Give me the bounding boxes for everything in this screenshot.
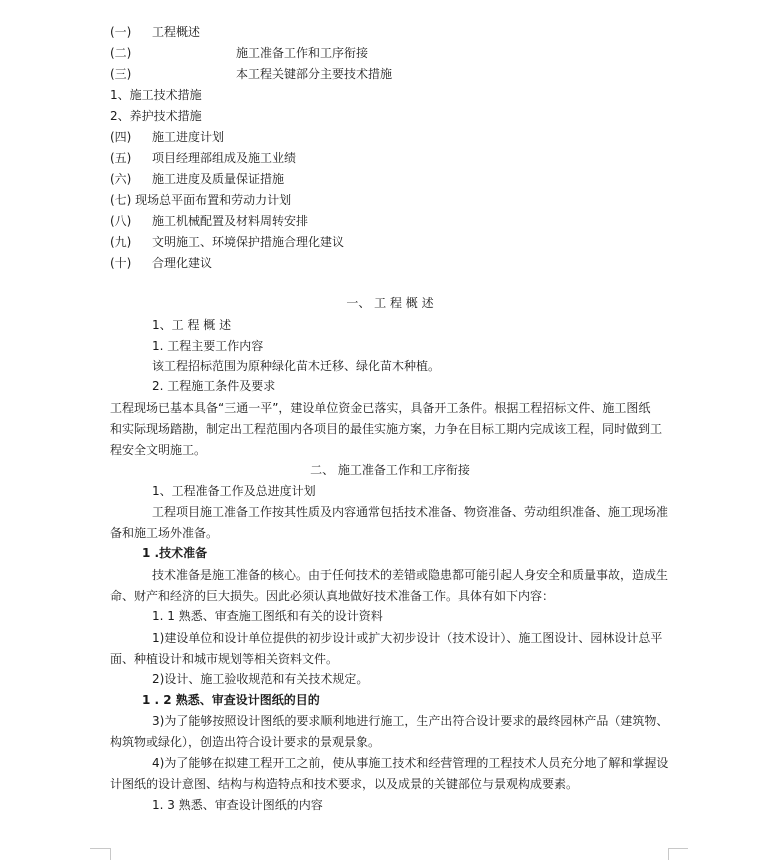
toc-title: 本工程关键部分主要技术措施	[236, 67, 393, 81]
toc-item[interactable]	[110, 22, 200, 42]
toc-number: (十)	[110, 256, 132, 270]
corner-mark	[668, 848, 669, 860]
toc-title: 项目经理部组成及施工业绩	[152, 151, 297, 165]
paragraph: 该工程招标范围为原种绿化苗木迁移、绿化苗木种植。	[152, 359, 441, 373]
item-heading: 1. 工程主要工作内容	[152, 339, 264, 353]
toc-title: (七) 现场总平面布置和劳动力计划	[110, 193, 292, 207]
paragraph-line: 和实际现场踏勘，制定出工程范围内各项目的最佳实施方案，力争在目标工期内完成该工程，同时做到工	[110, 422, 663, 436]
toc-number: (三)	[110, 67, 132, 81]
toc-item[interactable]	[110, 190, 291, 210]
item-heading: 1 .技术准备	[142, 546, 208, 560]
toc-number: (五)	[110, 151, 132, 165]
toc-title: 施工机械配置及材料周转安排	[152, 214, 309, 228]
toc-title: 2、养护技术措施	[110, 109, 202, 123]
item-heading: 2. 工程施工条件及要求	[152, 379, 276, 393]
toc-item[interactable]	[110, 169, 284, 189]
toc-number: (八)	[110, 214, 132, 228]
paragraph-line: 4)为了能够在拟建工程开工之前，使从事施工技术和经营管理的工程技术人员充分地了解和掌握设	[152, 756, 669, 770]
item-heading: 1. 1 熟悉、审查施工图纸和有关的设计资料	[152, 609, 383, 623]
toc-item[interactable]	[110, 211, 308, 231]
toc-number: (二)	[110, 46, 132, 60]
toc-title: 工程概述	[152, 25, 201, 39]
subsection-heading: 1、工程准备工作及总进度计划	[152, 484, 316, 498]
paragraph-line: 命、财产和经济的巨大损失。因此必须认真地做好技术准备工作。具体有如下内容：	[110, 589, 555, 603]
section-heading: 一、 工 程 概 述	[346, 296, 434, 310]
toc-title: 施工进度计划	[152, 130, 225, 144]
paragraph-line: 技术准备是施工准备的核心。由于任何技术的差错或隐患都可能引起人身安全和质量事故，造成生	[152, 568, 669, 582]
toc-item[interactable]	[110, 253, 212, 273]
toc-item[interactable]	[110, 232, 344, 252]
corner-mark	[90, 848, 110, 849]
toc-title: 1、施工技术措施	[110, 88, 202, 102]
paragraph-line: 1)建设单位和设计单位提供的初步设计或扩大初步设计（技术设计）、施工图设计、园林设计总平	[152, 631, 663, 645]
item-heading: 1. 3 熟悉、审查设计图纸的内容	[152, 798, 323, 812]
toc-item[interactable]	[110, 127, 224, 147]
paragraph-line: 备和施工场外准备。	[110, 526, 219, 540]
toc-number: (一)	[110, 25, 132, 39]
corner-mark	[668, 848, 688, 849]
section-heading: 二、 施工准备工作和工序衔接	[310, 463, 470, 477]
paragraph-line: 程安全文明施工。	[110, 443, 207, 457]
paragraph-line: 计图纸的设计意图、结构与构造特点和技术要求，以及成景的关键部位与景观构成要素。	[110, 777, 579, 791]
toc-title: 施工进度及质量保证措施	[152, 172, 285, 186]
paragraph-line: 面、种植设计和城市规划等相关资料文件。	[110, 652, 339, 666]
subsection-heading: 1、工 程 概 述	[152, 318, 232, 332]
toc-title: 施工准备工作和工序衔接	[236, 46, 369, 60]
toc-item[interactable]	[110, 43, 368, 63]
toc-number: (六)	[110, 172, 132, 186]
paragraph: 2)设计、施工验收规范和有关技术规定。	[152, 672, 369, 686]
paragraph-line: 工程现场已基本具备“三通一平”，建设单位资金已落实，具备开工条件。根据工程招标文件、施工图纸	[110, 401, 651, 415]
corner-mark	[110, 848, 111, 860]
toc-item[interactable]	[110, 148, 296, 168]
paragraph-line: 构筑物或绿化），创造出符合设计要求的景观景象。	[110, 735, 381, 749]
toc-number: (四)	[110, 130, 132, 144]
toc-item[interactable]	[110, 64, 392, 84]
toc-title: 文明施工、环境保护措施合理化建议	[152, 235, 345, 249]
paragraph-line: 3)为了能够按照设计图纸的要求顺利地进行施工，生产出符合设计要求的最终园林产品（建筑物、	[152, 714, 669, 728]
toc-title: 合理化建议	[152, 256, 213, 270]
toc-item[interactable]	[110, 85, 202, 105]
toc-item[interactable]	[110, 106, 202, 126]
item-heading: 1 . 2 熟悉、审查设计图纸的目的	[142, 693, 320, 707]
paragraph-line: 工程项目施工准备工作按其性质及内容通常包括技术准备、物资准备、劳动组织准备、施工现场准	[152, 505, 669, 519]
toc-number: (九)	[110, 235, 132, 249]
